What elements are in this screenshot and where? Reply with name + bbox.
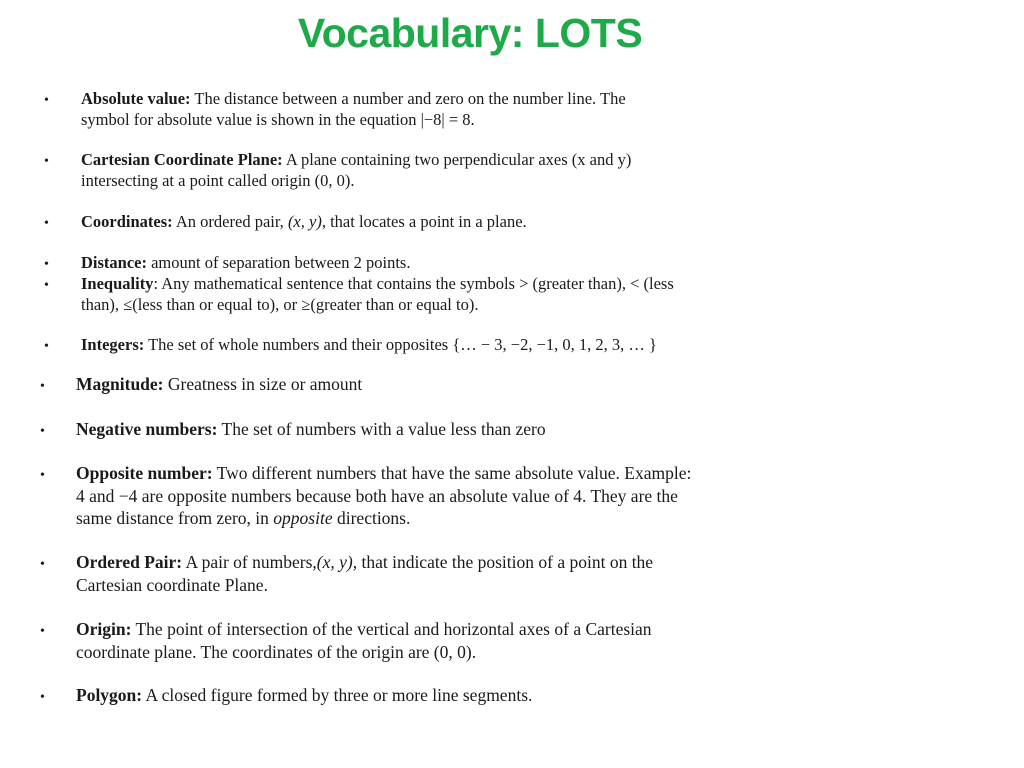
definition-line: intersecting at a point called origin (0, 0). [81, 171, 355, 190]
term: Absolute value: [81, 89, 191, 108]
page-title: Vocabulary: LOTS [297, 10, 643, 56]
term: Polygon: [76, 685, 143, 705]
term: Integers: [81, 335, 145, 354]
bullet-icon: • [40, 468, 45, 483]
definition-line: symbol for absolute value is shown in the equation [81, 110, 421, 129]
term: Magnitude: [76, 374, 164, 394]
definition-text: A pair of numbers, [185, 552, 317, 572]
definition-line: coordinate plane. The coordinates of the origin are (0, 0). [76, 641, 477, 662]
definition-text: The set of numbers with a value less than zero [221, 419, 546, 439]
bullet-icon: • [40, 690, 45, 705]
definition-line: Two different numbers that have the same absolute value. Example: [216, 463, 692, 483]
definition-line: 4 and −4 are opposite numbers because both have an absolute value of 4. They are the [76, 485, 678, 506]
term: Coordinates: [81, 212, 173, 231]
term: Ordered Pair: [76, 552, 183, 572]
term: Inequality [81, 274, 154, 293]
bullet-icon: • [40, 424, 45, 439]
definition-text: , that indicate the position of a point on the [352, 552, 654, 572]
definition-text: A closed figure formed by three or more line segments. [145, 685, 533, 705]
math-expression: (x, y) [287, 212, 322, 231]
punctuation: . [470, 110, 475, 129]
definition-line: same distance from zero, in [76, 508, 274, 528]
bullet-icon: • [44, 93, 49, 108]
term: Distance: [81, 253, 147, 272]
term: Origin: [76, 619, 132, 639]
bullet-icon: • [44, 278, 49, 293]
bullet-icon: • [40, 624, 45, 639]
term: Negative numbers: [76, 419, 218, 439]
definition-line: The point of intersection of the vertical and horizontal axes of a Cartesian [135, 619, 652, 639]
definition-line: A plane containing two perpendicular axes (x and y) [285, 150, 632, 169]
bullet-icon: • [44, 154, 49, 169]
definition-line: than), ≤(less than or equal to), or ≥(greater than or equal to). [81, 295, 479, 314]
definition-line: directions. [332, 508, 411, 528]
definition-text: amount of separation between 2 points. [151, 253, 411, 272]
definition-text: Greatness in size or amount [167, 374, 363, 394]
definition-line: The distance between a number and zero on the number line. The [194, 89, 626, 108]
definition-line: Cartesian coordinate Plane. [76, 574, 268, 595]
math-expression: |−8| = 8 [420, 110, 471, 129]
term: Opposite number: [76, 463, 213, 483]
term: Cartesian Coordinate Plane: [81, 150, 283, 169]
definition-text: The set of whole numbers and their opposites {… − 3, −2, −1, 0, 1, 2, 3, … } [148, 335, 657, 354]
emphasis-text: opposite [273, 508, 333, 528]
bullet-icon: • [40, 557, 45, 572]
bullet-icon: • [44, 339, 49, 354]
bullet-icon: • [44, 216, 49, 231]
bullet-icon: • [44, 257, 49, 272]
definition-text: An ordered pair, [175, 212, 288, 231]
definition-line: : Any mathematical sentence that contains the symbols > (greater than), < (less [153, 274, 674, 293]
bullet-icon: • [40, 379, 45, 394]
definition-text: , that locates a point in a plane. [321, 212, 527, 231]
math-expression: (x, y) [316, 552, 353, 572]
